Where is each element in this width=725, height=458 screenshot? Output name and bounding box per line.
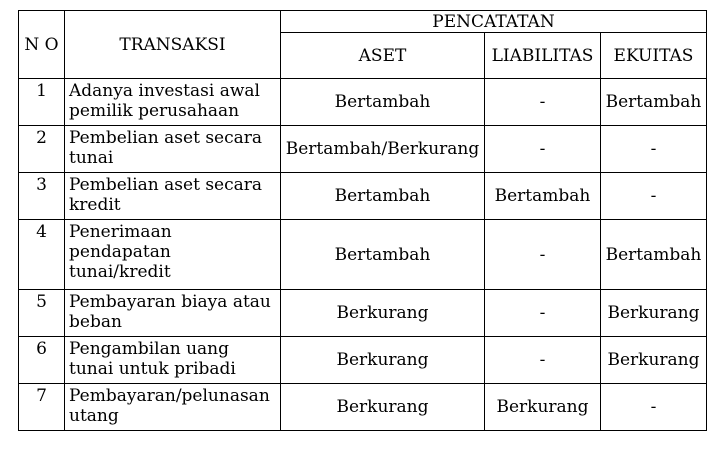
transaction-cell: Pembayaran biaya atau beban [65, 290, 281, 337]
ekuitas-cell: - [601, 384, 707, 431]
header-ekuitas: EKUITAS [601, 33, 707, 79]
aset-cell: Bertambah [281, 79, 485, 126]
aset-cell: Bertambah [281, 220, 485, 290]
table-row [19, 79, 707, 126]
aset-cell: Bertambah/Berkurang [281, 126, 485, 173]
header-aset: ASET [281, 33, 485, 79]
liabilitas-cell: - [485, 290, 601, 337]
ekuitas-cell: Bertambah [601, 79, 707, 126]
table-row [19, 290, 707, 337]
row-number: 5 [19, 290, 65, 337]
transaction-cell: Penerimaan pendapatan tunai/kredit [65, 220, 281, 290]
liabilitas-cell: Berkurang [485, 384, 601, 431]
transaction-cell: Pembayaran/pelunasan utang [65, 384, 281, 431]
liabilitas-cell: - [485, 79, 601, 126]
transaction-cell: Adanya investasi awal pemilik perusahaan [65, 79, 281, 126]
row-number: 7 [19, 384, 65, 431]
header-no: N O [19, 11, 65, 79]
table-row [19, 126, 707, 173]
ekuitas-cell: Bertambah [601, 220, 707, 290]
row-number: 6 [19, 337, 65, 384]
header-liabilitas: LIABILITAS [485, 33, 601, 79]
aset-cell: Berkurang [281, 384, 485, 431]
header-transaksi: TRANSAKSI [65, 11, 281, 79]
ekuitas-cell: - [601, 173, 707, 220]
table-row [19, 173, 707, 220]
aset-cell: Berkurang [281, 337, 485, 384]
row-number: 2 [19, 126, 65, 173]
row-number: 1 [19, 79, 65, 126]
liabilitas-cell: Bertambah [485, 173, 601, 220]
table-row [19, 384, 707, 431]
ekuitas-cell: - [601, 126, 707, 173]
aset-cell: Berkurang [281, 290, 485, 337]
ekuitas-cell: Berkurang [601, 337, 707, 384]
table-row [19, 220, 707, 290]
transaction-cell: Pengambilan uang tunai untuk pribadi [65, 337, 281, 384]
transaction-table [18, 10, 707, 431]
transaction-cell: Pembelian aset secara kredit [65, 173, 281, 220]
ekuitas-cell: Berkurang [601, 290, 707, 337]
row-number: 3 [19, 173, 65, 220]
transaction-cell: Pembelian aset secara tunai [65, 126, 281, 173]
aset-cell: Bertambah [281, 173, 485, 220]
liabilitas-cell: - [485, 337, 601, 384]
liabilitas-cell: - [485, 126, 601, 173]
header-pencatatan: PENCATATAN [281, 11, 707, 33]
liabilitas-cell: - [485, 220, 601, 290]
row-number: 4 [19, 220, 65, 290]
table-row [19, 337, 707, 384]
